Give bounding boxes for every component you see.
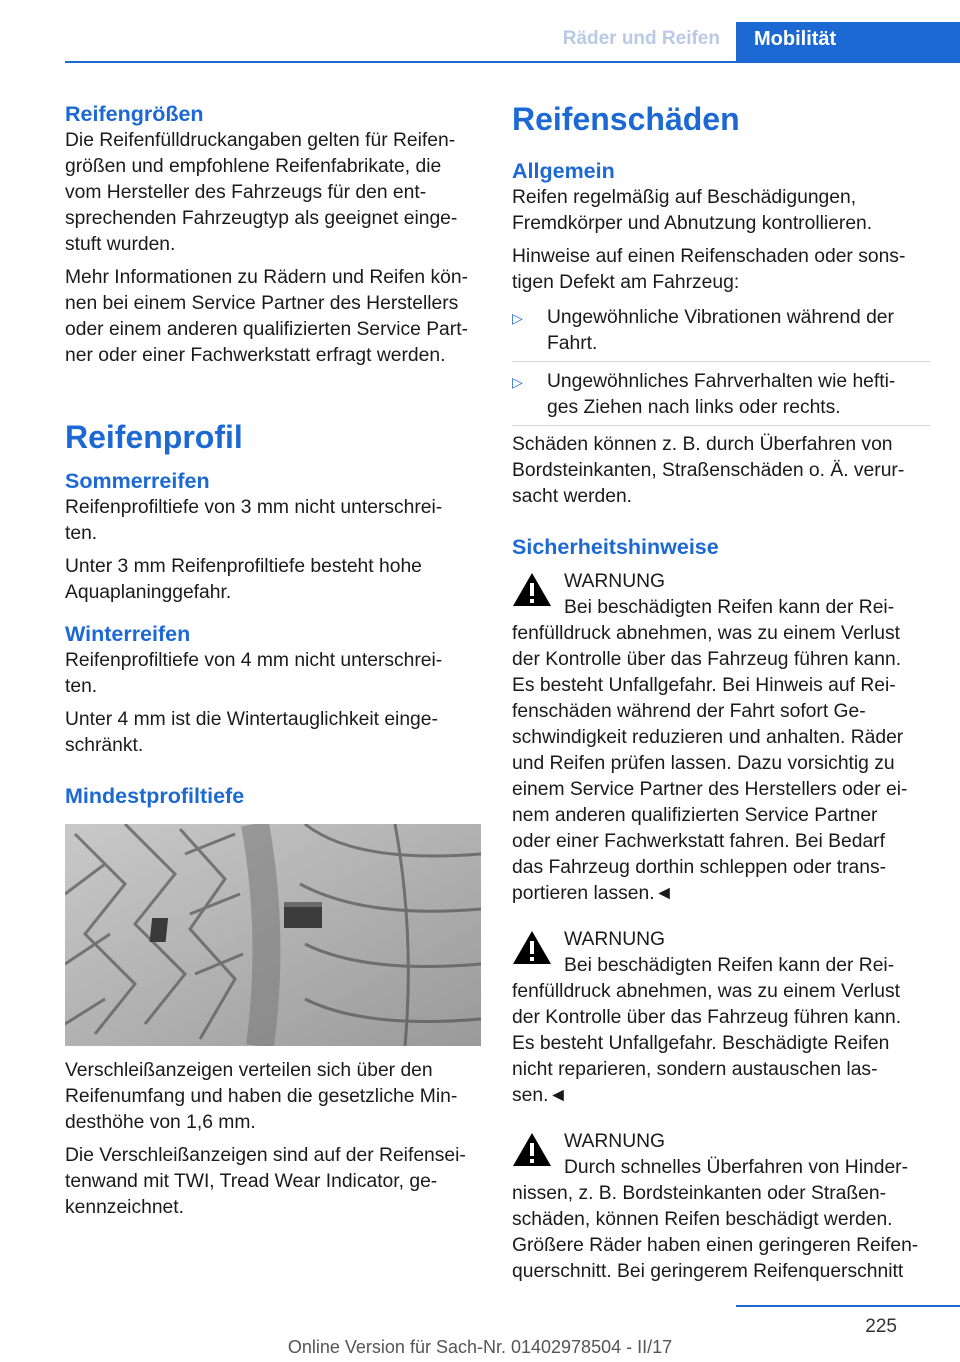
text-line: sen.◄ — [512, 1085, 568, 1106]
text-line: Reifenprofiltiefe von 4 mm nicht unterschrei- — [65, 650, 443, 671]
text-line: Hinweise auf einen Reifenschaden oder sons- — [512, 246, 906, 267]
text-line: Bordsteinkanten, Straßenschäden o. Ä. verur- — [512, 460, 905, 481]
text-line: Unter 3 mm Reifenprofiltiefe besteht hohe — [65, 556, 422, 577]
list-divider — [512, 425, 930, 426]
text-line: und Reifen prüfen lassen. Dazu vorsichtig zu — [512, 753, 895, 774]
text-winterreifen-2 — [65, 707, 481, 759]
warning-label: WARNUNG — [564, 1131, 666, 1152]
chapter-tab: Mobilität — [736, 22, 960, 62]
text-line: schränkt. — [65, 735, 144, 756]
text-line: Es besteht Unfallgefahr. Beschädigte Reifen — [512, 1033, 890, 1054]
text-line: Fremdkörper und Abnutzung kontrollieren. — [512, 213, 873, 234]
warning-label: WARNUNG — [564, 929, 666, 950]
text-line: oder einer Fachwerkstatt fahren. Bei Bedarf — [512, 831, 885, 852]
online-version-note: Online Version für Sach-Nr. 01402978504 - II/17 — [287, 1337, 673, 1357]
text-line: Reifenprofiltiefe von 3 mm nicht unterschrei- — [65, 497, 443, 518]
warning-block — [512, 927, 930, 1109]
text-line: Die Verschleißanzeigen sind auf der Reifensei- — [65, 1145, 466, 1166]
heading-sommerreifen: Sommerreifen — [65, 469, 210, 493]
warning-triangle-icon — [512, 571, 552, 607]
text-line: Bei beschädigten Reifen kann der Rei- — [564, 955, 895, 976]
text-line: ten. — [65, 676, 98, 697]
text-line: vom Hersteller des Fahrzeugs für den ent- — [65, 182, 427, 203]
warning-block — [512, 569, 930, 907]
footer-rule — [736, 1305, 960, 1307]
text-line: das Fahrzeug dorthin schleppen oder trans- — [512, 857, 887, 878]
warning-triangle-icon — [512, 929, 552, 965]
text-mindestprofiltiefe-2 — [65, 1143, 481, 1221]
text-line: fenfülldruck abnehmen, was zu einem Verlust — [512, 981, 900, 1002]
section-title: Räder und Reifen — [562, 28, 720, 49]
text-line: Unter 4 mm ist die Wintertauglichkeit einge- — [65, 709, 438, 730]
heading-winterreifen: Winterreifen — [65, 622, 191, 646]
text-line: nen bei einem Service Partner des Herstellers — [65, 293, 459, 314]
text-line: fenfülldruck abnehmen, was zu einem Verlust — [512, 623, 900, 644]
text-line: Reifen regelmäßig auf Beschädigungen, — [512, 187, 857, 208]
text-line: kennzeichnet. — [65, 1197, 184, 1218]
text-line: portieren lassen.◄ — [512, 883, 674, 904]
text-line: tenwand mit TWI, Tread Wear Indicator, ge- — [65, 1171, 438, 1192]
text-line: sacht werden. — [512, 486, 633, 507]
text-allgemein-2 — [512, 244, 930, 296]
text-line: Ungewöhnliche Vibrationen während der — [547, 307, 894, 328]
text-line: der Kontrolle über das Fahrzeug führen kann. — [512, 1007, 902, 1028]
text-line: nissen, z. B. Bordsteinkanten oder Straßen- — [512, 1183, 887, 1204]
text-line: nicht reparieren, sondern austauschen las- — [512, 1059, 878, 1080]
text-line: Reifenumfang und haben die gesetzliche Min- — [65, 1086, 458, 1107]
text-mindestprofiltiefe-1 — [65, 1058, 481, 1136]
warning-block — [512, 1129, 930, 1285]
text-line: einem Service Partner des Herstellers oder ei- — [512, 779, 908, 800]
heading-mindestprofiltiefe: Mindestprofiltiefe — [65, 784, 245, 808]
text-line: Durch schnelles Überfahren von Hinder- — [564, 1157, 909, 1178]
text-line: größen und empfohlene Reifenfabrikate, die — [65, 156, 442, 177]
text-line: ner oder einer Fachwerkstatt erfragt werden. — [65, 345, 446, 366]
page-number: 225 — [865, 1316, 897, 1337]
right-column — [512, 100, 930, 1285]
header-rule — [65, 61, 960, 63]
text-line: fenschäden während der Fahrt sofort Ge- — [512, 701, 866, 722]
warning-text — [512, 1155, 930, 1285]
warning-triangle-icon — [512, 1131, 552, 1167]
text-line: Es besteht Unfallgefahr. Bei Hinweis auf Rei- — [512, 675, 896, 696]
warning-text — [512, 953, 930, 1109]
text-line: schwindigkeit reduzieren und anhalten. Räder — [512, 727, 904, 748]
text-line: tigen Defekt am Fahrzeug: — [512, 272, 740, 293]
text-line: Verschleißanzeigen verteilen sich über den — [65, 1060, 433, 1081]
triangle-right-bullet-icon: ▷ — [512, 374, 523, 390]
bullet-list — [512, 302, 930, 426]
tyre-tread-image — [65, 824, 481, 1046]
text-line: der Kontrolle über das Fahrzeug führen kann. — [512, 649, 902, 670]
text-line: Aquaplaninggefahr. — [65, 582, 232, 603]
heading-sicherheitshinweise: Sicherheitshinweise — [512, 535, 719, 559]
heading-reifenschaeden: Reifenschäden — [512, 101, 740, 137]
text-line: Mehr Informationen zu Rädern und Reifen kön- — [65, 267, 468, 288]
text-line: Bei beschädigten Reifen kann der Rei- — [564, 597, 895, 618]
text-line: Schäden können z. B. durch Überfahren von — [512, 434, 893, 455]
text-allgemein-1 — [512, 185, 930, 237]
heading-reifengroessen: Reifengrößen — [65, 102, 204, 126]
list-item-text — [547, 305, 930, 357]
text-winterreifen-1 — [65, 648, 481, 700]
page-header — [0, 0, 960, 62]
warning-label: WARNUNG — [564, 571, 666, 592]
warning-text — [512, 595, 930, 907]
list-item — [512, 362, 930, 425]
text-line: sprechenden Fahrzeugtyp als geeignet einge- — [65, 208, 458, 229]
text-line: Fahrt. — [547, 333, 598, 354]
text-sommerreifen-1 — [65, 495, 481, 547]
text-line: ten. — [65, 523, 98, 544]
text-reifengroessen-1 — [65, 128, 481, 258]
text-line: schäden, können Reifen beschädigt werden. — [512, 1209, 893, 1230]
text-line: Die Reifenfülldruckangaben gelten für Reifen- — [65, 130, 456, 151]
left-column — [65, 100, 481, 1221]
triangle-right-bullet-icon: ▷ — [512, 310, 523, 326]
text-reifengroessen-2 — [65, 265, 481, 369]
text-line: Größere Räder haben einen geringeren Reifen- — [512, 1235, 919, 1256]
text-line: oder einem anderen qualifizierten Service Part- — [65, 319, 468, 340]
text-line: Ungewöhnliches Fahrverhalten wie hefti- — [547, 371, 896, 392]
text-line: stuft wurden. — [65, 234, 176, 255]
text-line: nem anderen qualifizierten Service Partner — [512, 805, 878, 826]
text-line: ges Ziehen nach links oder rechts. — [547, 397, 841, 418]
text-line: desthöhe von 1,6 mm. — [65, 1112, 256, 1133]
text-allgemein-3 — [512, 432, 930, 510]
list-item — [512, 302, 930, 361]
text-line: querschnitt. Bei geringerem Reifenquerschnitt — [512, 1261, 904, 1282]
text-sommerreifen-2 — [65, 554, 481, 606]
heading-allgemein: Allgemein — [512, 159, 615, 183]
heading-reifenprofil: Reifenprofil — [65, 419, 243, 455]
list-item-text — [547, 369, 930, 421]
